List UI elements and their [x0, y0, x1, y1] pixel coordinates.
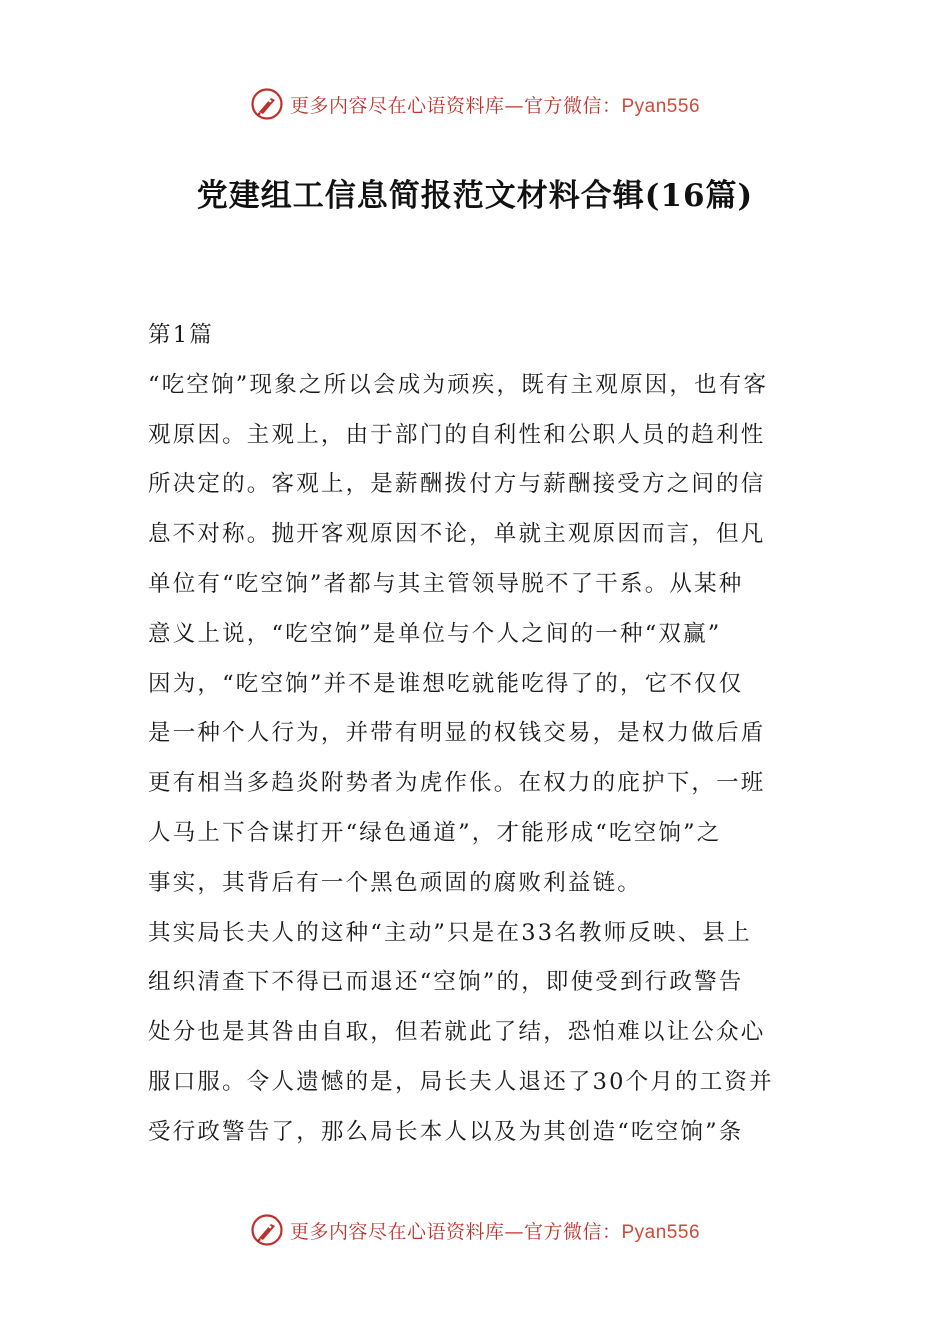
footer-banner: [0, 1210, 950, 1250]
document-title: 党建组工信息简报范文材料合辑(16篇): [196, 178, 754, 214]
body-line: 受行政警告了，那么局长本人以及为其创造“吃空饷”条: [148, 1118, 744, 1145]
pen-nib-logo-icon: [250, 87, 284, 121]
body-line: 服口服。令人遗憾的是，局长夫人退还了30个月的工资并: [148, 1068, 774, 1095]
banner-label: 更多内容尽在心语资料库—官方微信：: [289, 94, 622, 117]
body-line: 单位有“吃空饷”者都与其主管领导脱不了干系。从某种: [148, 570, 744, 597]
body-line: 更有相当多趋炎附势者为虎作伥。在权力的庇护下，一班: [148, 770, 766, 797]
body-line: 组织清查下不得已而退还“空饷”的，即使受到行政警告: [148, 969, 744, 996]
body-line: “吃空饷”现象之所以会成为顽疾，既有主观原因，也有客: [148, 371, 769, 398]
body-line: 所决定的。客观上，是薪酬拨付方与薪酬接受方之间的信: [148, 471, 766, 498]
wechat-id: Pyan556: [621, 1221, 701, 1243]
body-line: 处分也是其咎由自取，但若就此了结，恐怕难以让公众心: [148, 1019, 766, 1046]
body-line: 事实，其背后有一个黑色顽固的腐败利益链。: [148, 869, 643, 896]
section-heading: 第1篇: [148, 322, 214, 348]
body-line: 息不对称。抛开客观原因不论，单就主观原因而言，但凡: [148, 521, 766, 548]
body-line: 观原因。主观上，由于部门的自利性和公职人员的趋利性: [148, 421, 766, 448]
body-line: 是一种个人行为，并带有明显的权钱交易，是权力做后盾: [148, 720, 766, 747]
body-line: 意义上说，“吃空饷”是单位与个人之间的一种“双赢”: [148, 620, 722, 647]
wechat-id: Pyan556: [621, 95, 701, 117]
header-banner: [0, 84, 950, 124]
banner-text: [290, 1217, 700, 1244]
banner-text: [290, 91, 700, 118]
body-line: 因为，“吃空饷”并不是谁想吃就能吃得了的，它不仅仅: [148, 670, 744, 697]
body-line: 其实局长夫人的这种“主动”只是在33名教师反映、县上: [148, 919, 752, 946]
pen-nib-logo-icon: [250, 1213, 284, 1247]
body-line: 人马上下合谋打开“绿色通道”，才能形成“吃空饷”之: [148, 819, 722, 846]
document-body: [148, 311, 808, 1158]
banner-label: 更多内容尽在心语资料库—官方微信：: [289, 1220, 622, 1243]
